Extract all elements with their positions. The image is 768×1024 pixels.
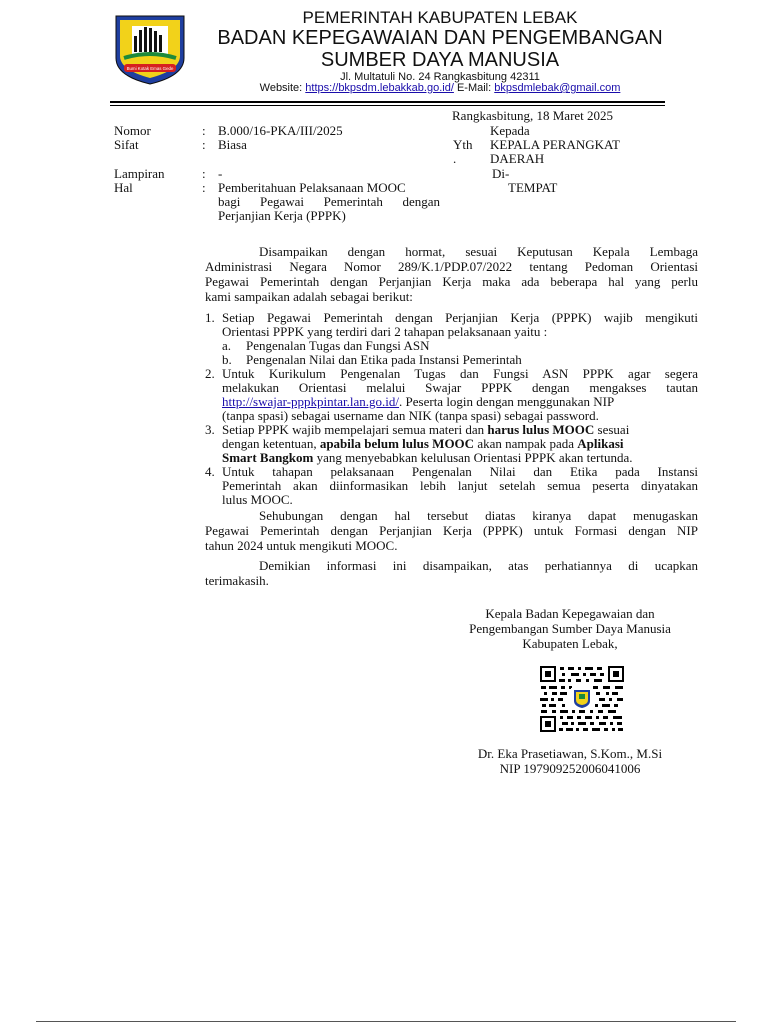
recipient-yth-dot: .	[453, 151, 457, 166]
closing1-line-3: tahun 2024 untuk mengikuti MOOC.	[205, 538, 398, 553]
item1-line2: Orientasi PPPK yang terdiri dari 2 tahapan pelaksanaan yaitu :	[222, 324, 548, 339]
signatory-nip: NIP 197909252006041006	[499, 761, 641, 776]
intro-line-2: Administrasi Negara Nomor 289/K.1/PDP.07/2022 tentang Pedoman Orientasi	[205, 259, 698, 274]
website-link[interactable]: https://bkpsdm.lebakkab.go.id/	[305, 82, 454, 94]
letterhead-agency-line2: SUMBER DAYA MANUSIA	[320, 49, 560, 71]
item3-line1	[222, 422, 698, 437]
nomor-colon: :	[202, 123, 206, 138]
item2-line2: melakukan Orientasi melalui Swajar PPPK dengan mengakses tautan	[222, 380, 698, 395]
item2-line1: Untuk Kurikulum Pengenalan Tugas dan Fungsi ASN PPPK agar segera	[222, 366, 698, 381]
intro-line-1: Disampaikan dengan hormat, sesuai Keputusan Kepala Lembaga	[259, 244, 698, 259]
hal-value-line1: Pemberitahuan Pelaksanaan MOOC	[218, 180, 406, 195]
sifat-colon: :	[202, 137, 206, 152]
lampiran-value: -	[218, 166, 223, 181]
letterhead-government: PEMERINTAH KABUPATEN LEBAK	[302, 8, 578, 27]
closing2-line-2: terimakasih.	[205, 573, 269, 588]
item3-line3	[222, 450, 698, 465]
letter-date: Rangkasbitung, 18 Maret 2025	[452, 108, 614, 123]
item3-line2-bold: apabila belum lulus MOOC	[319, 436, 475, 451]
hal-value-line2: bagi Pegawai Pemerintah dengan	[218, 194, 440, 209]
signatory-name: Dr. Eka Prasetiawan, S.Kom., M.Si	[477, 746, 663, 761]
item3-line1-text-b: sesuai	[594, 422, 630, 437]
intro-line-4: kami sampaikan adalah sebagai berikut:	[205, 289, 413, 304]
closing2-line-1: Demikian informasi ini disampaikan, atas perhatiannya di ucapkan	[259, 558, 698, 573]
government-logo	[112, 14, 188, 86]
closing-paragraph-1	[205, 508, 698, 553]
item3-line2-bold2: Aplikasi	[577, 436, 624, 451]
item1a-text: Pengenalan Tugas dan Fungsi ASN	[246, 338, 430, 353]
closing1-line-2: Pegawai Pemerintah dengan Perjanjian Kerja (PPPK) untuk Formasi dengan NIP	[205, 523, 698, 538]
signature-title-line1: Kepala Badan Kepegawaian dan	[485, 606, 655, 621]
recipient-name-line2: DAERAH	[490, 151, 545, 166]
item2-number: 2.	[205, 366, 215, 381]
recipient-tempat: TEMPAT	[508, 180, 558, 195]
item3-line2-text-b: akan nampak pada	[474, 436, 578, 451]
letterhead-rule-thick	[110, 101, 665, 103]
item1-number: 1.	[205, 310, 215, 325]
closing-paragraph-2	[205, 558, 698, 588]
email-label: E-Mail:	[456, 82, 492, 94]
item3-number: 3.	[205, 422, 215, 437]
qr-code-signature	[538, 664, 626, 734]
item1b-text: Pengenalan Nilai dan Etika pada Instansi Pemerintah	[246, 352, 522, 367]
intro-line-3: Pegawai Pemerintah dengan Perjanjian Kerja maka ada beberapa hal yang perlu	[205, 274, 698, 289]
nomor-value: B.000/16-PKA/III/2025	[218, 123, 343, 138]
hal-value-line3: Perjanjian Kerja (PPPK)	[218, 208, 346, 223]
logo-motto: Bumi Kotak Emas Gede	[126, 66, 174, 71]
item3-line2	[222, 436, 698, 451]
nomor-label: Nomor	[114, 123, 151, 138]
item2-line3	[222, 394, 698, 409]
letterhead-address: Jl. Multatuli No. 24 Rangkasbitung 42311	[340, 71, 540, 83]
hal-label: Hal	[114, 180, 133, 195]
item3-line3-rest: yang menyebabkan kelulusan Orientasi PPPK akan tertunda.	[313, 450, 633, 465]
item3-line3-bold: Smart Bangkom	[222, 450, 314, 465]
recipient-di: Di-	[492, 166, 510, 181]
page-bottom-rule	[36, 1021, 736, 1022]
item1a-label: a.	[222, 338, 232, 353]
item1-line1: Setiap Pegawai Pemerintah dengan Perjanjian Kerja (PPPK) wajib mengikuti	[222, 310, 698, 325]
item2-line3-rest: . Peserta login dengan menggunakan NIP	[399, 394, 615, 409]
sifat-label: Sifat	[114, 137, 139, 152]
item3-line1-bold: harus lulus MOOC	[487, 422, 595, 437]
sifat-value: Biasa	[218, 137, 247, 152]
intro-paragraph	[205, 244, 698, 304]
letterhead-rule-thin	[110, 105, 665, 106]
item4-number: 4.	[205, 464, 215, 479]
signature-title-line2: Pengembangan Sumber Daya Manusia	[469, 621, 671, 636]
item3-line1-text-a: Setiap PPPK wajib mempelajari semua materi dan	[222, 422, 488, 437]
lampiran-label: Lampiran	[114, 166, 165, 181]
closing1-line-1: Sehubungan dengan hal tersebut diatas kiranya dapat menugaskan	[259, 508, 698, 523]
recipient-name-line1: KEPALA PERANGKAT	[490, 137, 620, 152]
item4-line2: Pemerintah akan diinformasikan lebih lanjut setelah semua peserta dinyatakan	[222, 478, 698, 493]
item2-line4: (tanpa spasi) sebagai username dan NIK (tanpa spasi) sebagai password.	[222, 408, 599, 423]
website-label: Website:	[259, 82, 303, 94]
recipient-yth: Yth	[453, 137, 473, 152]
item4-line1: Untuk tahapan pelaksanaan Pengenalan Nilai dan Etika pada Instansi	[222, 464, 698, 479]
letterhead-contact	[190, 82, 690, 94]
item3-line2-text-a: dengan ketentuan,	[222, 436, 320, 451]
lampiran-colon: :	[202, 166, 206, 181]
recipient-kepada: Kepada	[490, 123, 530, 138]
signature-title-line3: Kabupaten Lebak,	[522, 636, 618, 651]
swajar-link[interactable]: http://swajar-pppkpintar.lan.go.id/	[222, 394, 400, 409]
email-link[interactable]: bkpsdmlebak@gmail.com	[494, 82, 621, 94]
hal-colon: :	[202, 180, 206, 195]
item1b-label: b.	[222, 352, 232, 367]
letterhead-agency-line1: BADAN KEPEGAWAIAN DAN PENGEMBANGAN	[217, 27, 663, 49]
item4-line3: lulus MOOC.	[222, 492, 293, 507]
